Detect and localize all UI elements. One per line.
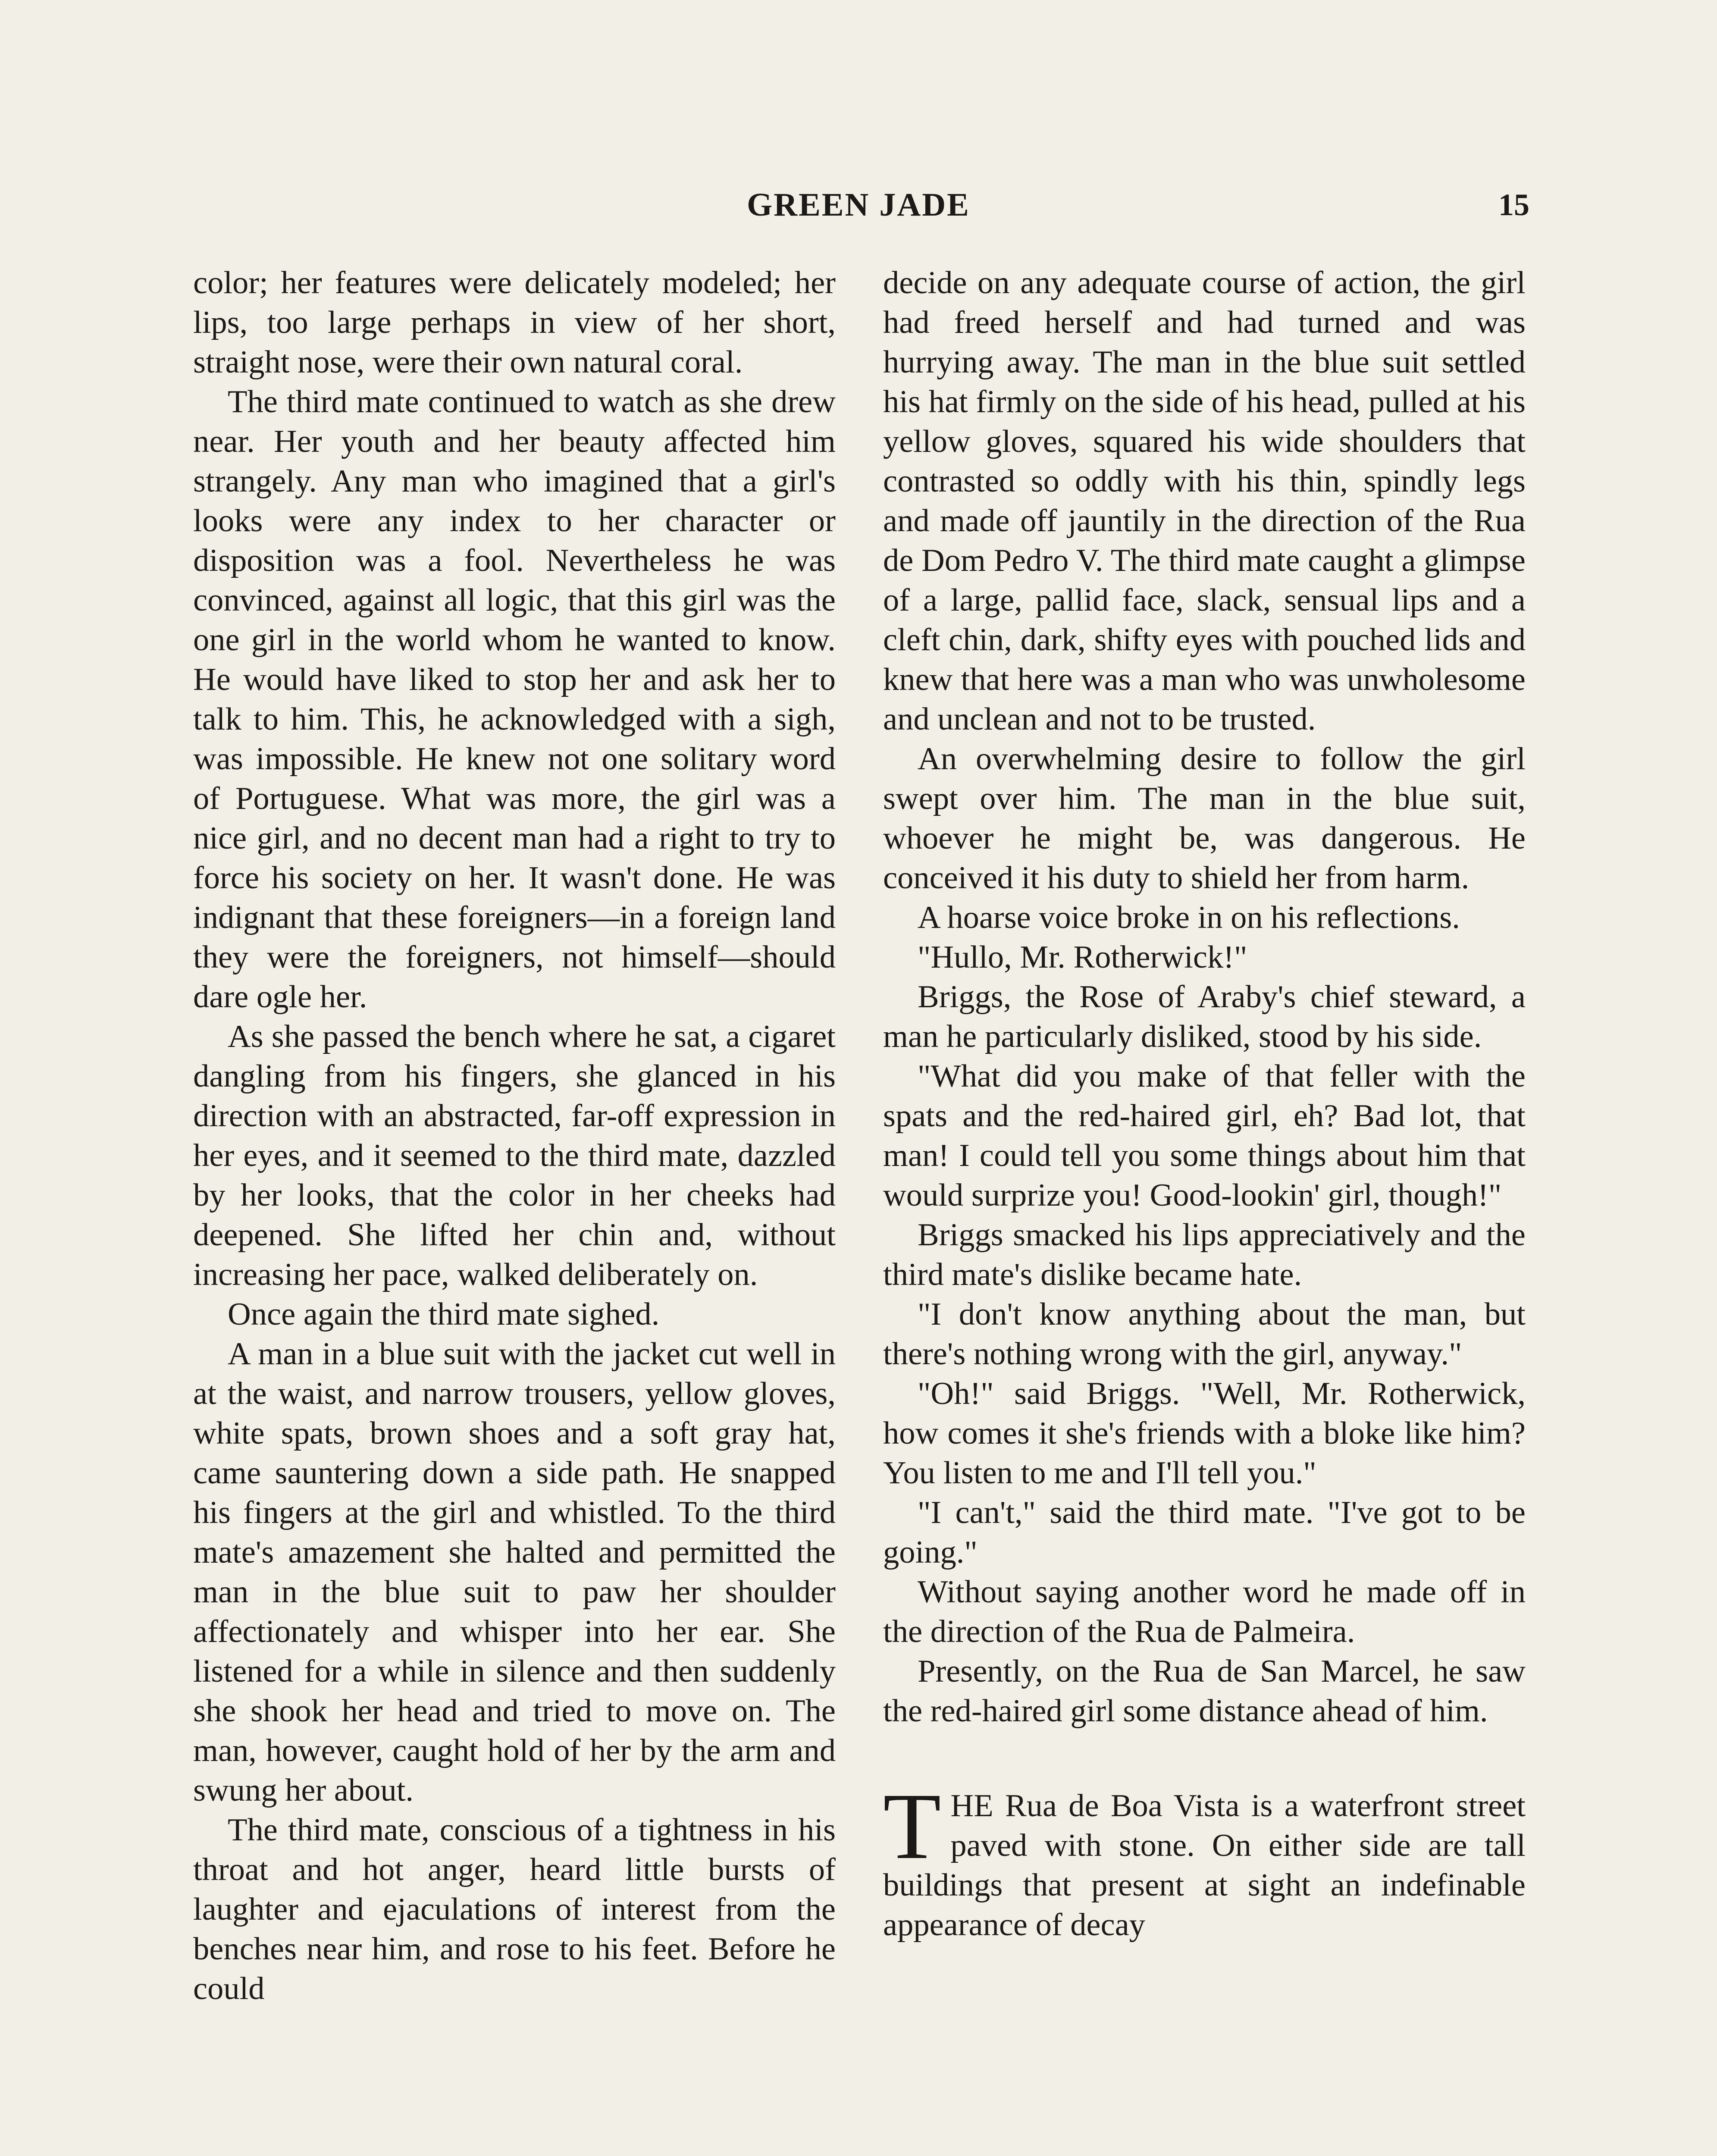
story-title: GREEN JADE xyxy=(747,187,970,223)
paragraph: As she passed the bench where he sat, a cigaret dangling from his fingers, she glanced in his direction with an abstracted, far-off expression in her eyes, and it seemed to the third mate, dazzled by her looks, that the color in her cheeks had deepened. She lifted her chin and, without increasing her pace, walked deliberately on. xyxy=(193,1019,836,1292)
paragraph: "What did you make of that feller with the spats and the red-haired girl, eh? Bad lot, that man! I could tell you some things about him that would surprize you! Good-lookin' girl, though!" xyxy=(883,1059,1526,1213)
paragraph: The third mate, conscious of a tightness in his throat and hot anger, heard little bursts of laughter and ejaculations of interest from the benches near him, and rose to his feet. Before he could xyxy=(193,1812,836,2006)
paragraph: "Oh!" said Briggs. "Well, Mr. Rotherwick, how comes it she's friends with a bloke like him? You listen to me and I'll tell you." xyxy=(883,1376,1526,1491)
paragraph: Without saying another word he made off in the direction of the Rua de Palmeira. xyxy=(883,1574,1526,1649)
left-column xyxy=(193,263,836,2009)
paragraph: Briggs smacked his lips appreciatively and the third mate's dislike became hate. xyxy=(883,1217,1526,1292)
paragraph: color; her features were delicately modeled; her lips, too large perhaps in view of her short, straight nose, were their own natural coral. xyxy=(193,265,836,380)
running-header xyxy=(0,181,1717,229)
page-number: 15 xyxy=(1498,188,1529,222)
paragraph: Presently, on the Rua de San Marcel, he saw the red-haired girl some distance ahead of him. xyxy=(883,1654,1526,1729)
paragraph: "I don't know anything about the man, but there's nothing wrong with the girl, anyway." xyxy=(883,1297,1526,1372)
paragraph: A hoarse voice broke in on his reflections. xyxy=(918,900,1460,935)
right-column xyxy=(883,263,1526,1945)
paragraph: An overwhelming desire to follow the girl swept over him. The man in the blue suit, whoever he might be, was dangerous. He conceived it his duty to shield her from harm. xyxy=(883,741,1526,896)
section-opening-text: HE Rua de Boa Vista is a waterfront street paved with stone. On either side are tall buildings that present at sight an indefinable appearance of decay xyxy=(883,1788,1526,1943)
paragraph: The third mate continued to watch as she drew near. Her youth and her beauty affected him strangely. Any man who imagined that a girl's looks were any index to her character or disposition was a fool. Nevertheless he was convinced, against all logic, that this girl was the one girl in the world whom he wanted to know. He would have liked to stop her and ask her to talk to him. This, he acknowledged with a sigh, was impossible. He knew not one solitary word of Portuguese. What was more, the girl was a nice girl, and no decent man had a right to try to force his society on her. It wasn't done. He was indignant that these foreigners—in a foreign land they were the foreigners, not himself—should dare ogle her. xyxy=(193,384,836,1015)
paragraph: "I can't," said the third mate. "I've got to be going." xyxy=(883,1495,1526,1570)
drop-cap: T xyxy=(883,1774,941,1879)
paragraph: "Hullo, Mr. Rotherwick!" xyxy=(918,940,1247,975)
paragraph: decide on any adequate course of action, the girl had freed herself and had turned and was hurrying away. The man in the blue suit settled his hat firmly on the side of his head, pulled at his yellow gloves, squared his wide shoulders that contrasted so oddly with his thin, spindly legs and made off jauntily in the direction of the Rua de Dom Pedro V. The third mate caught a glimpse of a large, pallid face, slack, sensual lips and a cleft chin, dark, shifty eyes with pouched lids and knew that here was a man who was unwholesome and unclean and not to be trusted. xyxy=(883,265,1526,737)
paragraph: Briggs, the Rose of Araby's chief steward, a man he particularly disliked, stood by his side. xyxy=(883,979,1526,1054)
section-opening-paragraph xyxy=(883,1774,1526,1945)
paragraph: Once again the third mate sighed. xyxy=(228,1297,660,1332)
paragraph: A man in a blue suit with the jacket cut well in at the waist, and narrow trousers, yellow gloves, white spats, brown shoes and a soft gray hat, came sauntering down a side path. He snapped his fingers at the girl and whistled. To the third mate's amazement she halted and permitted the man in the blue suit to paw her shoulder affectionately and whisper into her ear. She listened for a while in silence and then suddenly she shook her head and tried to move on. The man, however, caught hold of her by the arm and swung her about. xyxy=(193,1336,836,1808)
